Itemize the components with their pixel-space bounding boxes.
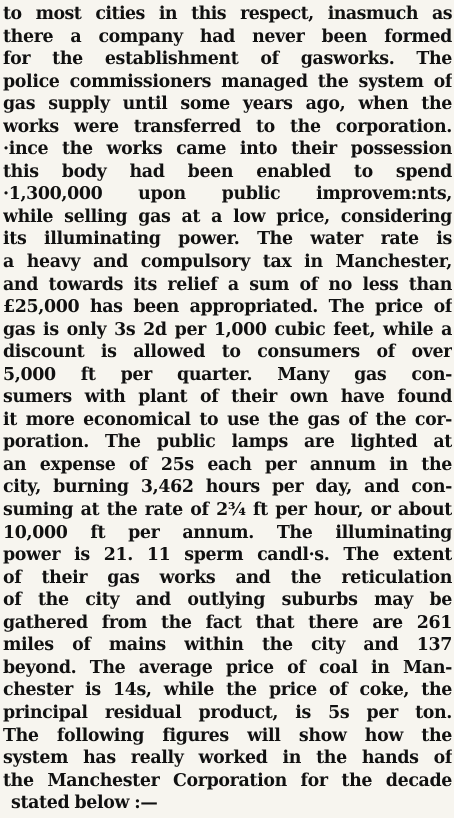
article-line-26: of their gas works and the reticulation: [3, 567, 452, 588]
article-line-13: and towards its relief a sum of no less than: [3, 274, 452, 295]
article-line-36: stated below :—: [11, 793, 158, 814]
article-line-22: city, burning 3,462 hours per day, and con-: [3, 477, 452, 498]
article-line-35: the Manchester Corporation for the decade: [3, 770, 452, 791]
article-line-11: its illuminating power. The water rate is: [3, 229, 452, 250]
article-line-27: of the city and outlying suburbs may be: [3, 590, 452, 611]
article-line-1: to most cities in this respect, inasmuch as: [3, 4, 452, 24]
article-line-21: an expense of 25s each per annum in the: [3, 454, 452, 475]
article-line-3: for the establishment of gasworks. The: [3, 49, 452, 70]
article-line-6: works were transferred to the corporation.: [3, 116, 452, 137]
article-line-5: gas supply until some years ago, when the: [3, 94, 452, 115]
article-line-4: police commissioners managed the system of: [3, 71, 452, 92]
article-line-7: ·ince the works came into their possession: [3, 139, 452, 160]
article-line-14: £25,000 has been appropriated. The price of: [3, 297, 452, 318]
article-line-25: power is 21. 11 sperm candl·s. The extent: [3, 545, 452, 566]
article-line-31: chester is 14s, while the price of coke, the: [3, 680, 452, 701]
article-line-34: system has really worked in the hands of: [3, 748, 452, 769]
article-line-18: sumers with plant of their own have found: [3, 387, 452, 408]
article-line-29: miles of mains within the city and 137: [3, 635, 452, 656]
article-line-8: this body had been enabled to spend: [3, 161, 452, 182]
article-line-16: discount is allowed to consumers of over: [3, 342, 452, 363]
article-line-23: suming at the rate of 2¾ ft per hour, or about: [3, 500, 452, 521]
article-line-9: ·1,300,000 upon public improvem:nts,: [3, 184, 452, 205]
article-line-10: while selling gas at a low price, considering: [3, 206, 452, 227]
article-line-30: beyond. The average price of coal in Man-: [3, 657, 452, 678]
article-line-17: 5,000 ft per quarter. Many gas con-: [3, 364, 452, 385]
article-line-2: there a company had never been formed: [3, 26, 452, 47]
article-line-19: it more economical to use the gas of the cor-: [3, 409, 452, 430]
article-column: [3, 3, 452, 815]
article-line-15: gas is only 3s 2d per 1,000 cubic feet, while a: [3, 319, 452, 340]
article-line-33: The following figures will show how the: [3, 725, 452, 746]
article-line-12: a heavy and compulsory tax in Manchester,: [3, 252, 452, 273]
article-line-20: poration. The public lamps are lighted at: [3, 432, 452, 453]
article-line-32: principal residual product, is 5s per ton.: [3, 702, 452, 723]
article-line-28: gathered from the fact that there are 261: [3, 612, 452, 633]
article-line-24: 10,000 ft per annum. The illuminating: [3, 522, 452, 543]
